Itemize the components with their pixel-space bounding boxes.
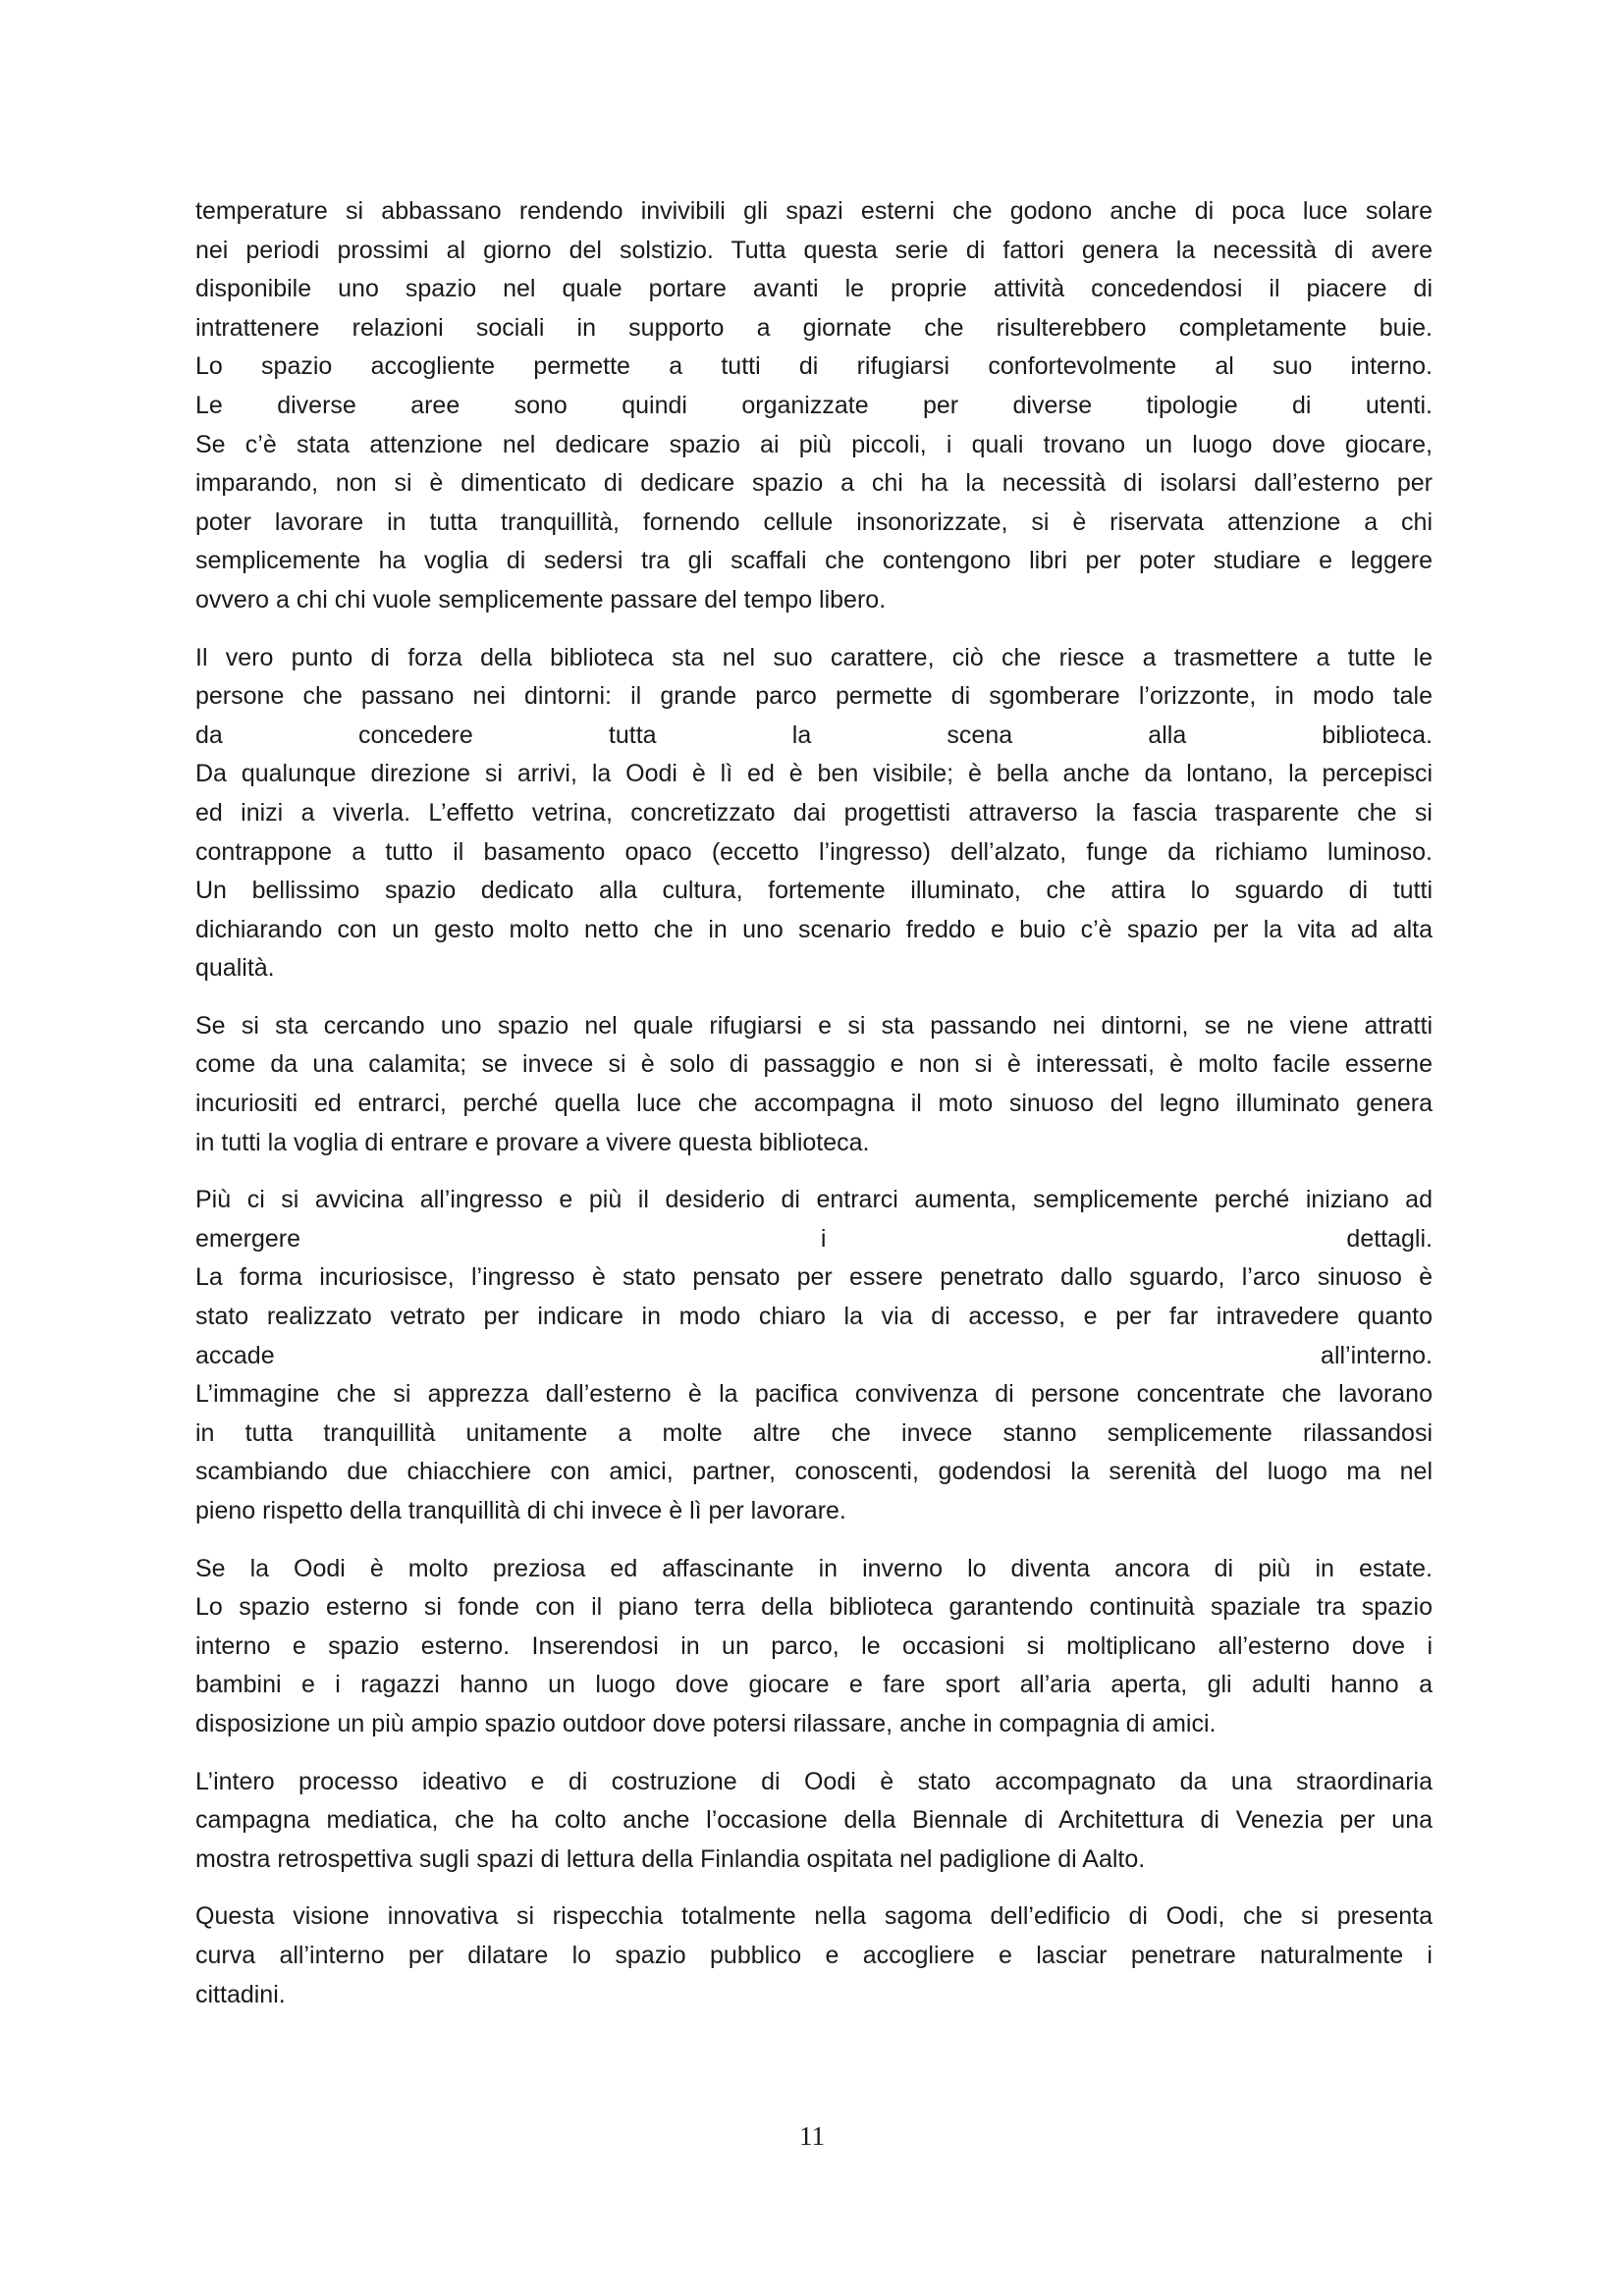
text-line: L’immagine che si apprezza dall’esterno è la pacifica convivenza di persone concentrate che lavorano — [195, 1380, 1433, 1409]
paragraph — [195, 192, 1433, 620]
text-line: L’intero processo ideativo e di costruzione di Oodi è stato accompagnato da una straordinaria — [195, 1767, 1433, 1795]
text-line: intrattenere relazioni sociali in supporto a giornate che risulterebbero completamente buie. — [195, 313, 1433, 342]
text-line: curva all’interno per dilatare lo spazio pubblico e accogliere e lasciar penetrare naturalmente i — [195, 1941, 1433, 1969]
text-line: in tutti la voglia di entrare e provare a vivere questa biblioteca. — [195, 1128, 870, 1156]
text-line: Lo spazio esterno si fonde con il piano terra della biblioteca garantendo continuità spaziale tra spazio — [195, 1593, 1433, 1622]
paragraph — [195, 1897, 1433, 2014]
paragraph — [195, 639, 1433, 988]
text-line: cittadini. — [195, 1980, 286, 2008]
text-line: bambini e i ragazzi hanno un luogo dove giocare e fare sport all’aria aperta, gli adulti hanno a — [195, 1671, 1433, 1699]
text-line: poter lavorare in tutta tranquillità, fornendo cellule insonorizzate, si è riservata attenzione a chi — [195, 507, 1433, 536]
paragraph — [195, 1763, 1433, 1880]
text-line: disponibile uno spazio nel quale portare avanti le proprie attività concedendosi il piacere di — [195, 275, 1433, 303]
paragraph — [195, 1550, 1433, 1744]
text-line: ovvero a chi chi vuole semplicemente passare del tempo libero. — [195, 585, 887, 614]
paragraph — [195, 1181, 1433, 1530]
text-line: in tutta tranquillità unitamente a molte altre che invece stanno semplicemente rilassandosi — [195, 1418, 1433, 1447]
text-line: emergere i dettagli. — [195, 1224, 1433, 1253]
text-line: persone che passano nei dintorni: il grande parco permette di sgomberare l’orizzonte, in modo tale — [195, 682, 1433, 711]
text-line: Lo spazio accogliente permette a tutti di rifugiarsi confortevolmente al suo interno. — [195, 352, 1433, 381]
text-line: semplicemente ha voglia di sedersi tra gli scaffali che contengono libri per poter studiare e leggere — [195, 547, 1433, 575]
text-line: interno e spazio esterno. Inserendosi in un parco, le occasioni si moltiplicano all’esterno dove i — [195, 1631, 1433, 1660]
text-line: come da una calamita; se invece si è solo di passaggio e non si è interessati, è molto facile esserne — [195, 1050, 1433, 1079]
body-text — [195, 192, 1433, 2033]
text-line: Da qualunque direzione si arrivi, la Oodi è lì ed è ben visibile; è bella anche da lontano, la percepisci — [195, 760, 1433, 788]
text-line: Un bellissimo spazio dedicato alla cultura, fortemente illuminato, che attira lo sguardo di tutti — [195, 877, 1433, 905]
text-line: scambiando due chiacchiere con amici, partner, conoscenti, godendosi la serenità del luogo ma nel — [195, 1458, 1433, 1486]
text-line: Il vero punto di forza della biblioteca sta nel suo carattere, ciò che riesce a trasmettere a tutte le — [195, 643, 1433, 671]
text-line: disposizione un più ampio spazio outdoor dove potersi rilassare, anche in compagnia di amici. — [195, 1709, 1217, 1737]
page-number: 11 — [799, 2121, 825, 2151]
text-line: Questa visione innovativa si rispecchia totalmente nella sagoma dell’edificio di Oodi, che si presenta — [195, 1902, 1433, 1931]
text-line: pieno rispetto della tranquillità di chi invece è lì per lavorare. — [195, 1497, 846, 1524]
text-line: contrappone a tutto il basamento opaco (eccetto l’ingresso) dell’alzato, funge da richiamo luminoso. — [195, 837, 1433, 866]
text-line: ed inizi a viverla. L’effetto vetrina, concretizzato dai progettisti attraverso la fascia trasparente che si — [195, 798, 1433, 827]
text-line: accade all’interno. — [195, 1341, 1433, 1369]
text-line: campagna mediatica, che ha colto anche l’occasione della Biennale di Architettura di Venezia per una — [195, 1806, 1433, 1835]
text-line: Se si sta cercando uno spazio nel quale rifugiarsi e si sta passando nei dintorni, se ne viene attratti — [195, 1011, 1433, 1040]
text-line: Se la Oodi è molto preziosa ed affascinante in inverno lo diventa ancora di più in estate. — [195, 1554, 1433, 1582]
text-line: Se c’è stata attenzione nel dedicare spazio ai più piccoli, i quali trovano un luogo dove giocare, — [195, 430, 1433, 458]
text-line: da concedere tutta la scena alla biblioteca. — [195, 721, 1433, 749]
text-line: qualità. — [195, 954, 275, 983]
text-line: nei periodi prossimi al giorno del solstizio. Tutta questa serie di fattori genera la necessità di avere — [195, 236, 1433, 264]
text-line: mostra retrospettiva sugli spazi di lettura della Finlandia ospitata nel padiglione di Aalto. — [195, 1844, 1146, 1873]
paragraph — [195, 1007, 1433, 1162]
text-line: La forma incuriosisce, l’ingresso è stato pensato per essere penetrato dallo sguardo, l’arco sinuoso è — [195, 1263, 1433, 1292]
text-line: stato realizzato vetrato per indicare in modo chiaro la via di accesso, e per far intravedere quanto — [195, 1303, 1433, 1331]
text-line: imparando, non si è dimenticato di dedicare spazio a chi ha la necessità di isolarsi dall’esterno per — [195, 469, 1433, 498]
text-line: Più ci si avvicina all’ingresso e più il desiderio di entrarci aumenta, semplicemente perché iniziano ad — [195, 1186, 1433, 1214]
text-line: temperature si abbassano rendendo invivibili gli spazi esterni che godono anche di poca luce solare — [195, 197, 1433, 225]
text-line: incuriositi ed entrarci, perché quella luce che accompagna il moto sinuoso del legno illuminato genera — [195, 1090, 1433, 1118]
text-line: dichiarando con un gesto molto netto che in uno scenario freddo e buio c’è spazio per la vita ad alta — [195, 915, 1433, 943]
text-line: Le diverse aree sono quindi organizzate per diverse tipologie di utenti. — [195, 391, 1433, 419]
